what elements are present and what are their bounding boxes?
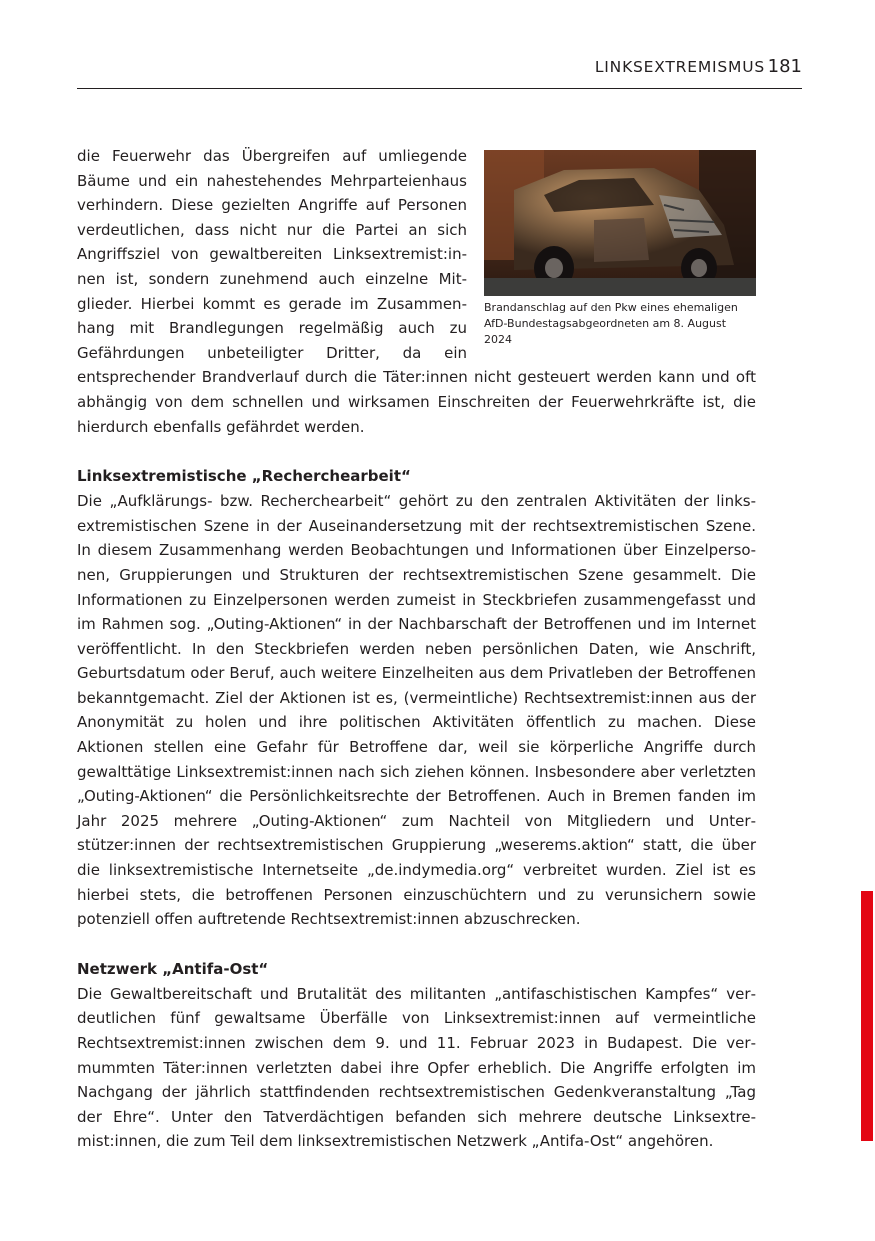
- header-rule: [77, 88, 802, 89]
- intro-paragraph: die Feuerwehr das Übergreifen auf umliegende Bäume und ein nahestehendes Mehrparteienhaus verhindern. Diese gezielten Angriffe auf Personen verdeutlichen, dass nicht nur die Partei an sich Angriffsziel von gewaltbereiten Linksextremist:innen ist, sondern zunehmend auch einzelne Mitglieder. Hierbei kommt es gerade im Zusammenhang mit Brandlegungen regelmäßig auch zu Gefährdungen unbeteiligter Dritter, da ein entsprechender Brandverlauf durch die Täter:innen nicht gesteuert werden kann und oft abhängig von dem schnellen und wirksamen Einschreiten der Feuerwehrkräfte ist, die hierdurch ebenfalls gefährdet werden.: [77, 147, 756, 436]
- body-text: [77, 144, 756, 1154]
- section-heading-antifa-ost: Netzwerk „Antifa-Ost“: [77, 959, 269, 978]
- section-text-recherchearbeit: Die „Aufklärungs- bzw. Recherchearbeit“ gehört zu den zentralen Aktivitäten der linksextremistischen Szene in der Auseinandersetzung mit der rechtsextremistischen Szene. In diesem Zusammenhang werden Beobachtungen und Informationen über Einzelpersonen, Gruppierungen und Strukturen der rechtsextremistischen Szene gesammelt. Die Informationen zu Einzelpersonen werden zumeist in Steckbriefen zusammengefasst und im Rahmen sog. „Outing-Aktionen“ in der Nachbarschaft der Betroffenen und im Internet veröffentlicht. In den Steckbriefen werden neben persönlichen Daten, wie Anschrift, Geburtsdatum oder Beruf, auch weitere Einzelheiten aus dem Privatleben der Betroffenen bekanntgemacht. Ziel der Aktionen ist es, (vermeintliche) Rechtsextremist:innen aus der Anonymität zu holen und ihre politischen Aktivitäten öffentlich zu machen. Diese Aktionen stellen eine Gefahr für Betroffene dar, weil sie körperliche Angriffe durch gewalttätige Linksextremist:innen nach sich ziehen können. Insbesondere aber verletzten „Outing-Aktionen“ die Persönlichkeitsrechte der Betroffenen. Auch in Bremen fanden im Jahr 2025 mehrere „Outing-Aktionen“ zum Nachteil von Mitgliedern und Unterstützer:innen der rechtsextremistischen Gruppierung „weserems.aktion“ statt, die über die linksextremistische Internetseite „de.indymedia.org“ verbreitet wurden. Ziel ist es hierbei stets, die betroffenen Personen einzuschüchtern und zu verunsichern sowie potenziell offen auftretende Rechtsextremist:innen abzuschrecken.: [77, 492, 756, 929]
- page-number: 181: [767, 56, 802, 77]
- caption-line-1: Brandanschlag auf den Pkw eines ehemaligen: [484, 301, 738, 314]
- section-heading-recherchearbeit: Linksextremistische „Recherchearbeit“: [77, 467, 411, 486]
- section-text-antifa-ost: Die Gewaltbereitschaft und Brutalität des militanten „antifaschistischen Kampfes“ verdeutlichen fünf gewaltsame Überfälle von Linksextremist:innen auf vermeintliche Rechtsextremist:innen zwischen dem 9. und 11. Februar 2023 in Budapest. Die vermummten Täter:innen verletzten dabei ihre Opfer erheblich. Die Angriffe erfolgten im Nachgang der jährlich stattfindenden rechtsextremistischen Gedenkveranstaltung „Tag der Ehre“. Unter den Tatverdächtigen befanden sich mehrere deutsche Linksextremist:innen, die zum Teil dem linksextremistischen Netzwerk „Antifa-Ost“ angehören.: [77, 984, 756, 1151]
- burnt-car-photo: [484, 150, 756, 296]
- photo-figure: [484, 150, 756, 348]
- caption-line-2: AfD-Bundestagsabgeordneten am 8. August 2024: [484, 317, 727, 346]
- chapter-marker-tab: [861, 891, 873, 1141]
- photo-caption: [484, 300, 756, 348]
- header-title: LINKSEXTREMISMUS: [594, 58, 765, 76]
